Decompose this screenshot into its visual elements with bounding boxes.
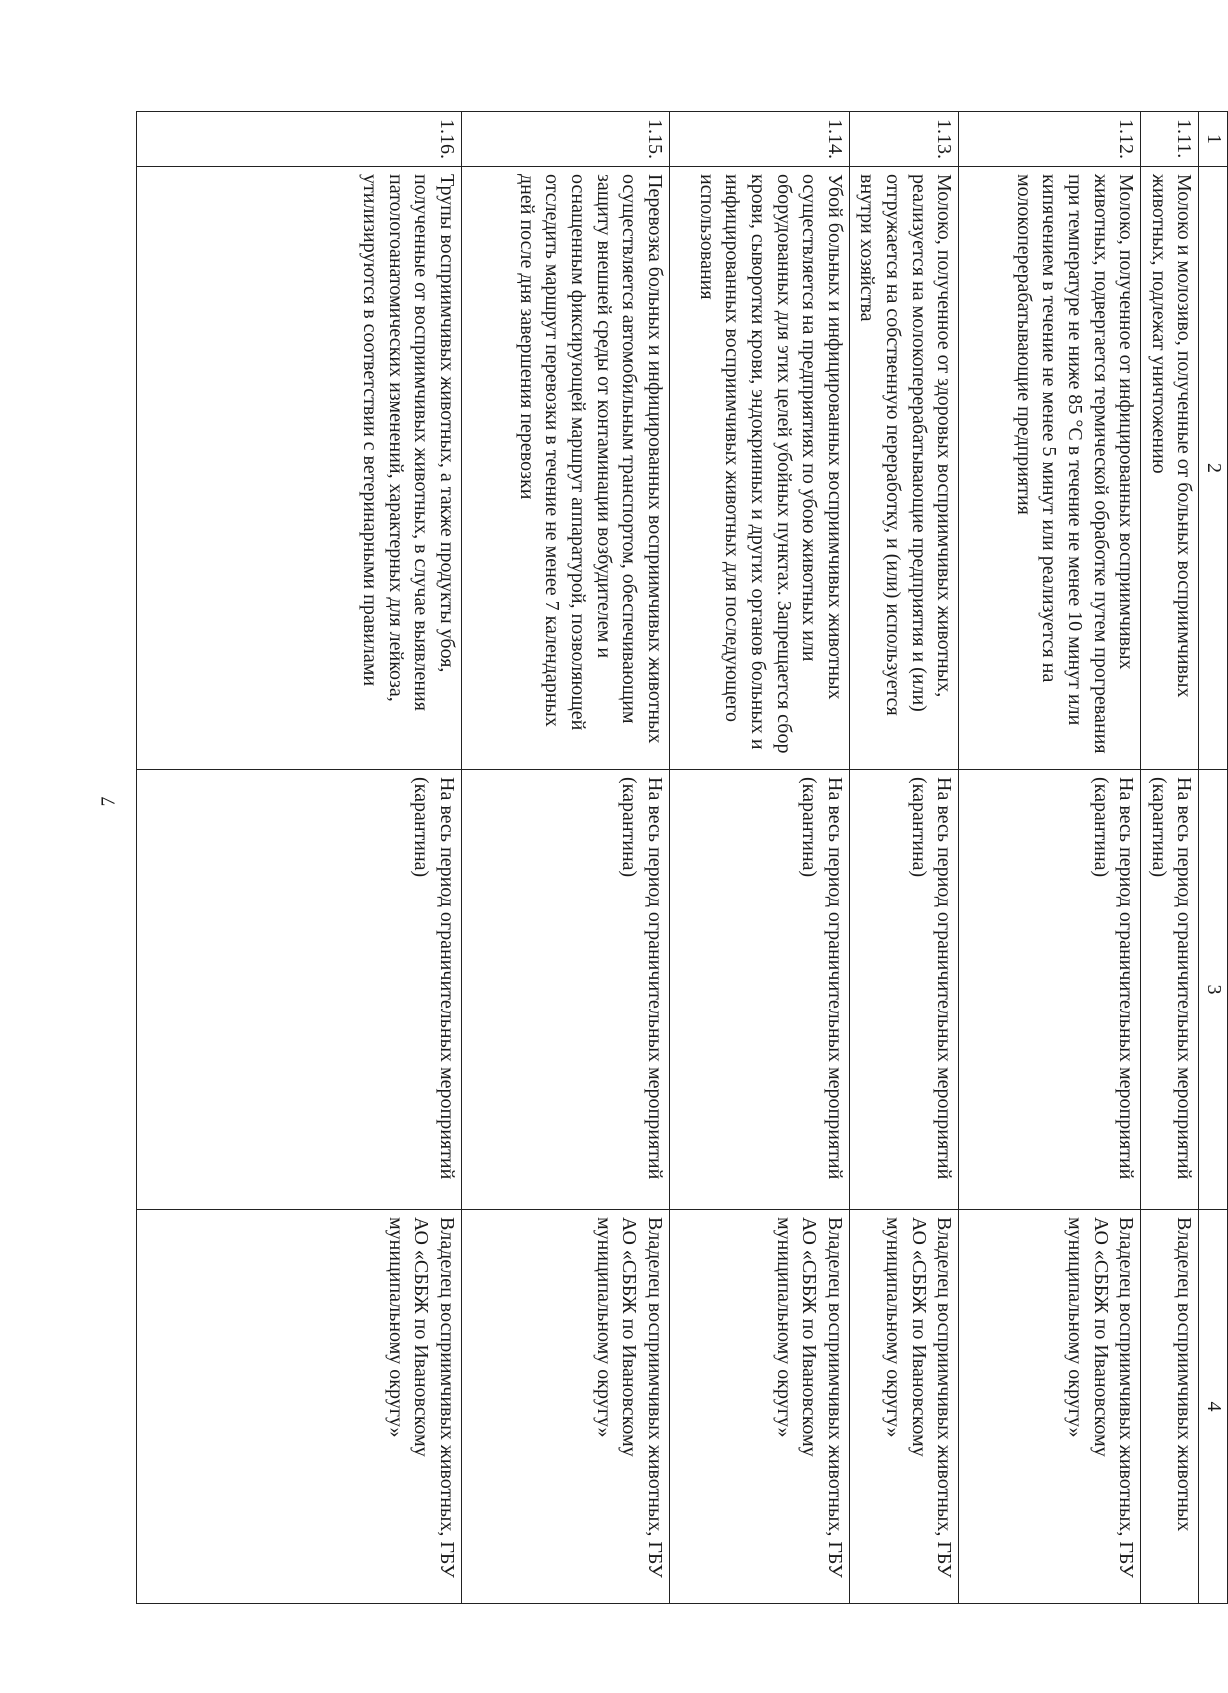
responsible-cell: Владелец восприимчивых животных, ГБУ АО «СББЖ по Ивановскому муниципальному округу» [669,1210,849,1604]
table-row [959,112,1141,1604]
row-number: 1.14. [669,112,849,167]
responsible-cell: Владелец восприимчивых животных [1141,1210,1199,1604]
measure-cell: Молоко, полученное от здоровых восприимчивых животных, реализуется на молокоперерабатывающие предприятия и (или) отгружается на собственную переработку, и (или) используется внутри хозяйства [849,167,958,770]
table-row [137,112,462,1604]
measure-cell: Молоко, полученное от инфицированных восприимчивых животных, подвергается термической обработке путем прогревания при температуре не ниже 85 °С в течение не менее 10 минут или кипячением в течение не менее 5 минут или реализуется на молокоперерабатывающие предприятия [959,167,1141,770]
responsible-cell: Владелец восприимчивых животных, ГБУ АО «СББЖ по Ивановскому муниципальному округу» [959,1210,1141,1604]
column-header: 3 [1199,770,1228,1210]
measure-cell: Убой больных и инфицированных восприимчивых животных осуществляется на предприятиях по убою животных или оборудованных для этих целей убойных пунктах. Запрещается сбор крови, сыворотки крови, эндокринных и других органов больных и инфицированных восприимчивых животных для последующего использования [669,167,849,770]
measure-cell: Молоко и молозиво, полученные от больных восприимчивых животных, подлежат уничтожению [1141,167,1199,770]
measures-table [136,111,1228,1604]
row-number: 1.12. [959,112,1141,167]
row-number: 1.16. [137,112,462,167]
period-cell: На весь период ограничительных мероприятий (карантина) [137,770,462,1210]
table-row [669,112,849,1604]
responsible-cell: Владелец восприимчивых животных, ГБУ АО «СББЖ по Ивановскому муниципальному округу» [461,1210,669,1604]
period-cell: На весь период ограничительных мероприятий (карантина) [959,770,1141,1210]
measure-cell: Перевозка больных и инфицированных восприимчивых животных осуществляется автомобильным транспортом, обеспечивающим защиту внешней среды от контаминации возбудителем и оснащенным фиксирующей маршрут аппаратурой, позволяющей отследить маршрут перевозки в течение не менее 7 календарных дней после дня завершения перевозки [461,167,669,770]
column-header: 2 [1199,167,1228,770]
measure-cell: Трупы восприимчивых животных, а также продукты убоя, полученные от восприимчивых животных, в случае выявления патологоанатомических изменений, характерных для лейкоза, утилизируются в соответствии с ветеринарными правилами [137,167,462,770]
row-number: 1.13. [849,112,958,167]
column-header: 1 [1199,112,1228,167]
column-header: 4 [1199,1210,1228,1604]
responsible-cell: Владелец восприимчивых животных, ГБУ АО «СББЖ по Ивановскому муниципальному округу» [137,1210,462,1604]
table-row [461,112,669,1604]
table-row [849,112,958,1604]
row-number: 1.11. [1141,112,1199,167]
period-cell: На весь период ограничительных мероприятий (карантина) [1141,770,1199,1210]
period-cell: На весь период ограничительных мероприятий (карантина) [669,770,849,1210]
table-header-row [1199,112,1228,1604]
period-cell: На весь период ограничительных мероприятий (карантина) [461,770,669,1210]
responsible-cell: Владелец восприимчивых животных, ГБУ АО «СББЖ по Ивановскому муниципальному округу» [849,1210,958,1604]
row-number: 1.15. [461,112,669,167]
page-number: 7 [97,796,120,807]
period-cell: На весь период ограничительных мероприятий (карантина) [849,770,958,1210]
table-row [1141,112,1199,1604]
rotated-page [136,111,1228,1603]
